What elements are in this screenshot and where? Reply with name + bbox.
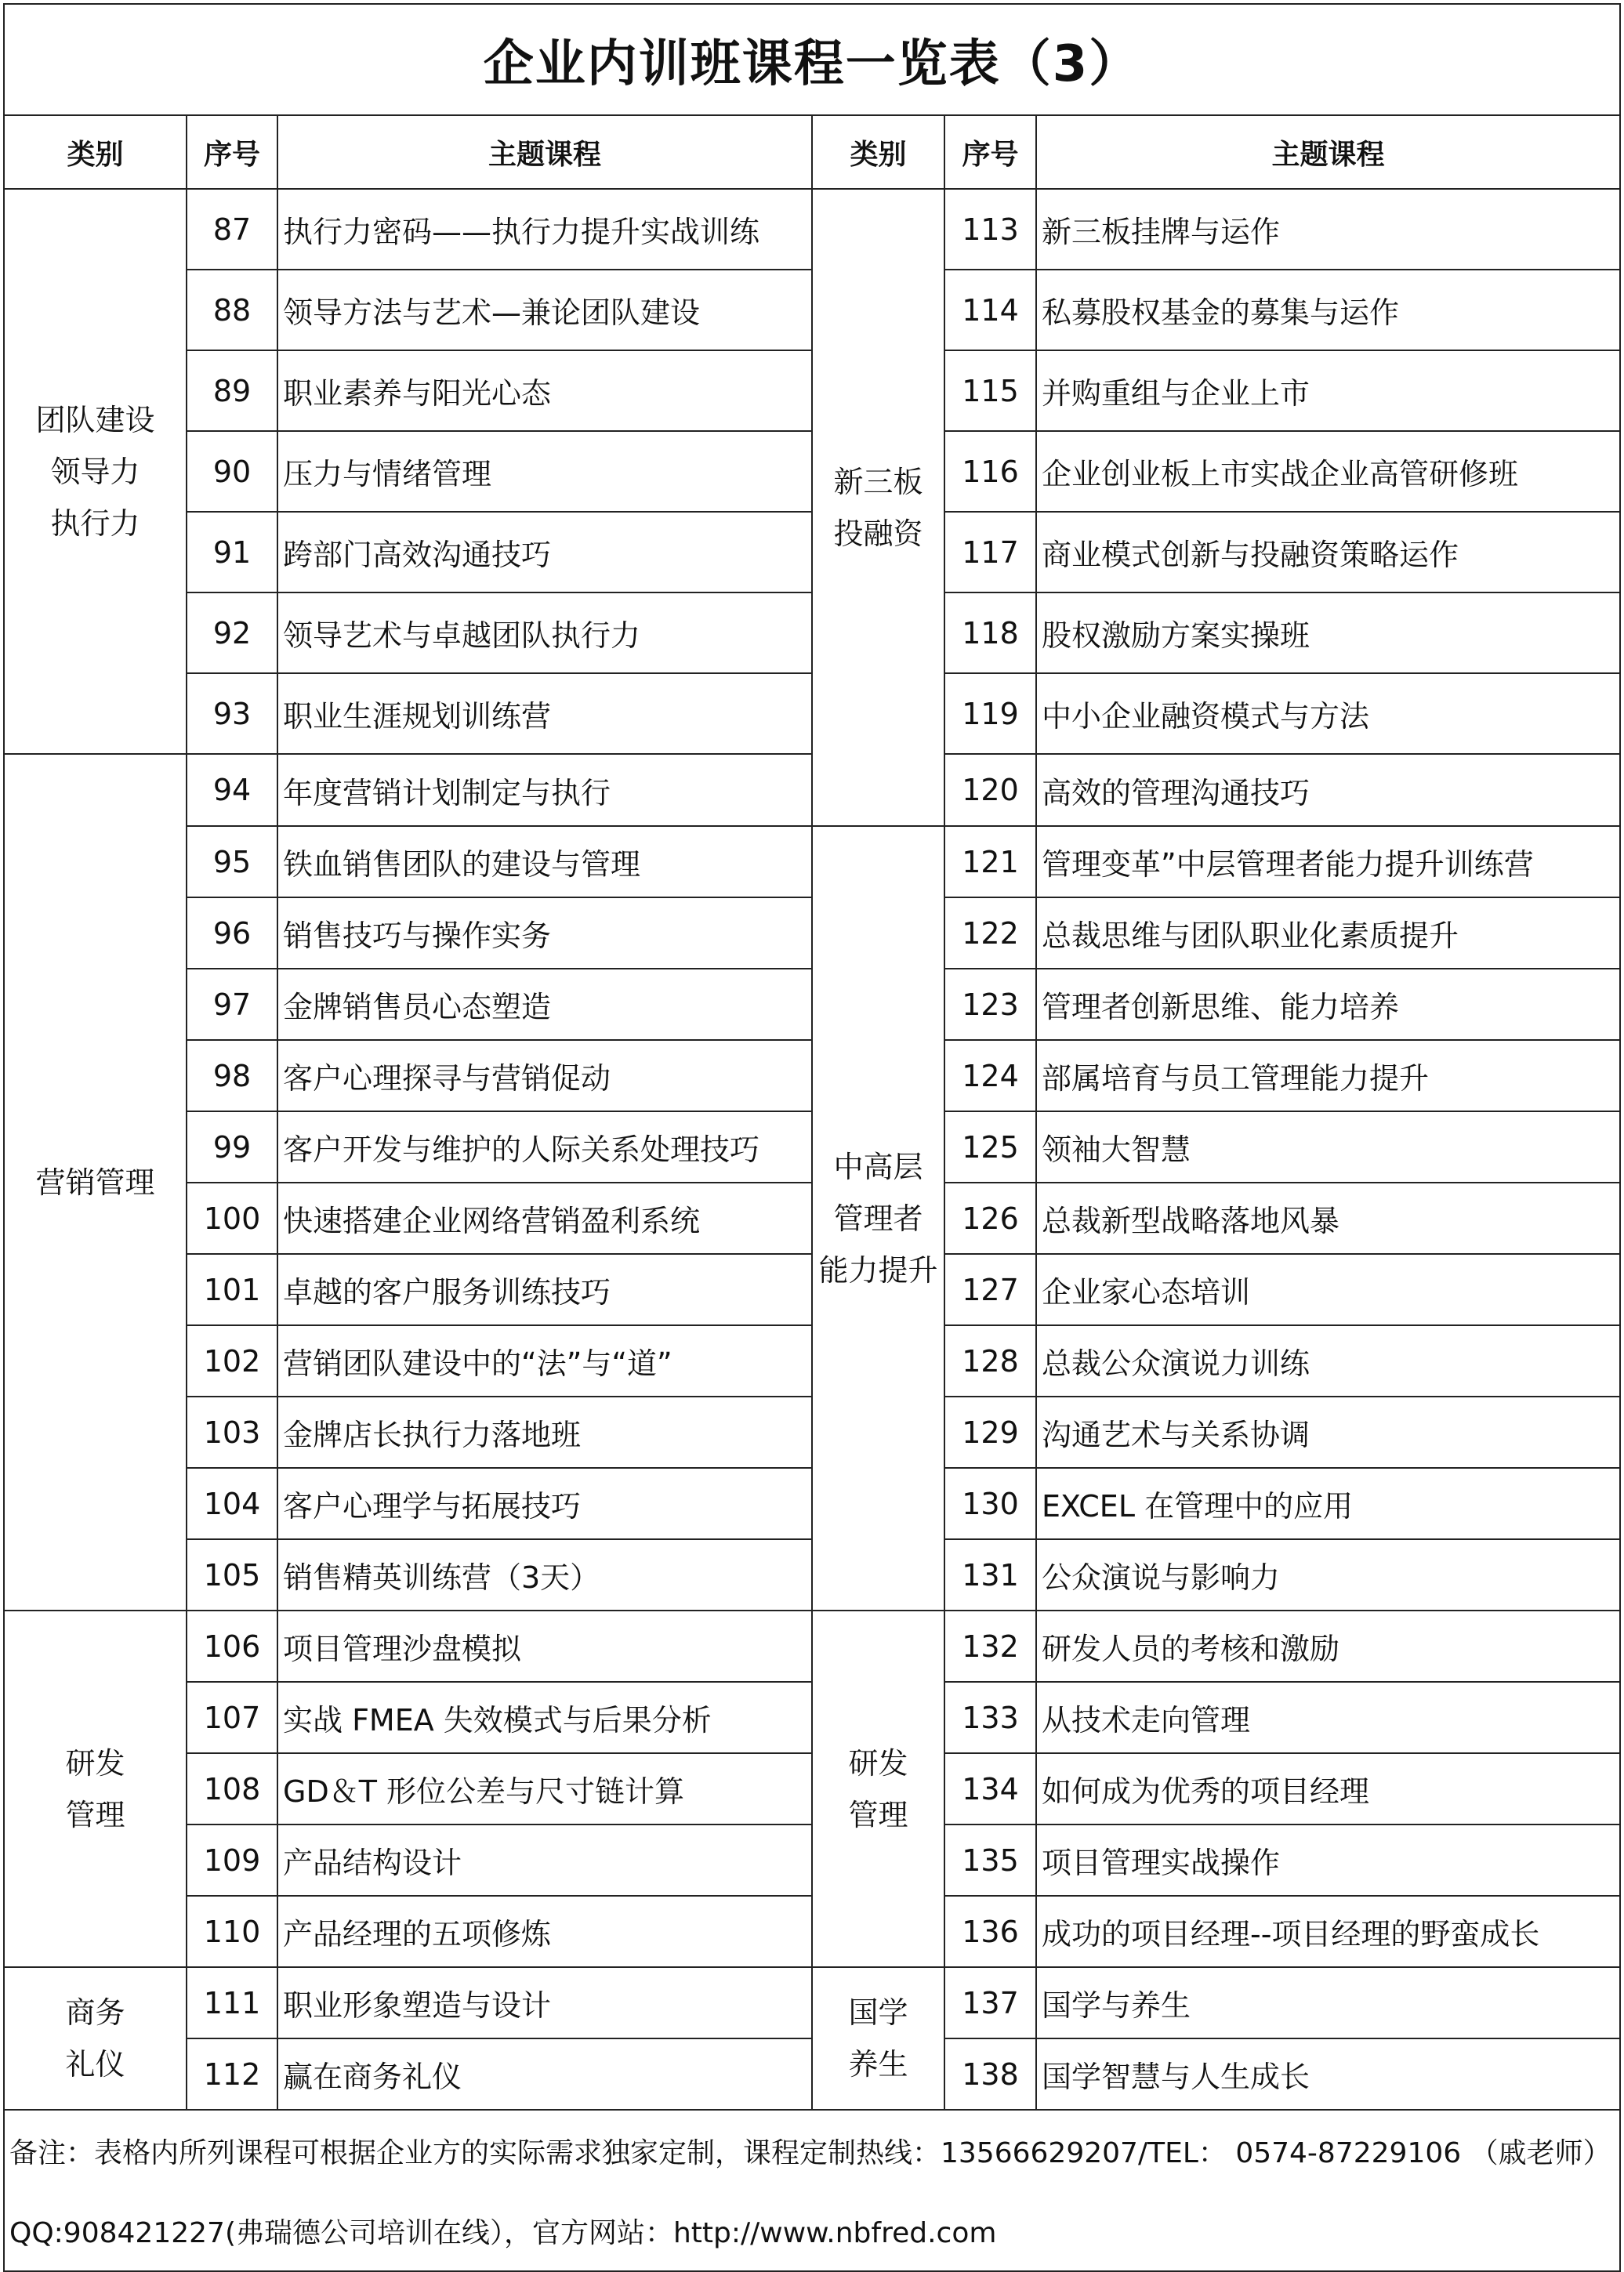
header-course-right: 主题课程	[1036, 115, 1620, 189]
left-course-number: 108	[187, 1753, 277, 1824]
right-course-number: 138	[944, 2038, 1036, 2110]
right-course-title: 新三板挂牌与运作	[1036, 189, 1620, 270]
right-course-title: 如何成为优秀的项目经理	[1036, 1753, 1620, 1824]
left-course-title: 客户心理学与拓展技巧	[277, 1468, 812, 1539]
right-course-number: 125	[944, 1111, 1036, 1183]
left-course-number: 90	[187, 431, 277, 512]
left-course-title: 执行力密码——执行力提升实战训练	[277, 189, 812, 270]
header-category-right: 类别	[812, 115, 944, 189]
left-course-number: 87	[187, 189, 277, 270]
left-course-title: 营销团队建设中的“法”与“道”	[277, 1325, 812, 1397]
right-course-number: 133	[944, 1682, 1036, 1753]
right-course-title: 中小企业融资模式与方法	[1036, 673, 1620, 754]
right-course-number: 130	[944, 1468, 1036, 1539]
right-course-number: 128	[944, 1325, 1036, 1397]
right-category-cell: 新三板 投融资	[812, 189, 944, 826]
right-category-cell: 中高层 管理者 能力提升	[812, 826, 944, 1611]
right-course-title: 国学与养生	[1036, 1967, 1620, 2038]
right-course-title: 并购重组与企业上市	[1036, 350, 1620, 431]
left-course-number: 89	[187, 350, 277, 431]
right-course-title: 总裁公众演说力训练	[1036, 1325, 1620, 1397]
right-course-title: 从技术走向管理	[1036, 1682, 1620, 1753]
header-number-left: 序号	[187, 115, 277, 189]
left-course-title: 卓越的客户服务训练技巧	[277, 1254, 812, 1325]
right-course-number: 120	[944, 754, 1036, 826]
left-course-number: 104	[187, 1468, 277, 1539]
left-course-title: 职业生涯规划训练营	[277, 673, 812, 754]
left-category-cell: 营销管理	[4, 754, 187, 1611]
left-course-title: 项目管理沙盘模拟	[277, 1611, 812, 1682]
right-course-title: 沟通艺术与关系协调	[1036, 1397, 1620, 1468]
right-course-number: 115	[944, 350, 1036, 431]
left-course-title: 快速搭建企业网络营销盈利系统	[277, 1183, 812, 1254]
left-course-number: 88	[187, 270, 277, 350]
right-course-number: 127	[944, 1254, 1036, 1325]
left-course-number: 92	[187, 592, 277, 673]
right-course-number: 132	[944, 1611, 1036, 1682]
left-course-title: 客户心理探寻与营销促动	[277, 1040, 812, 1111]
left-course-title: 铁血销售团队的建设与管理	[277, 826, 812, 897]
right-category-cell: 研发 管理	[812, 1611, 944, 1967]
left-course-number: 103	[187, 1397, 277, 1468]
right-course-number: 124	[944, 1040, 1036, 1111]
right-course-title: 领袖大智慧	[1036, 1111, 1620, 1183]
right-course-number: 119	[944, 673, 1036, 754]
left-course-title: 产品结构设计	[277, 1824, 812, 1896]
right-course-number: 118	[944, 592, 1036, 673]
left-course-title: 销售技巧与操作实务	[277, 897, 812, 969]
header-course-left: 主题课程	[277, 115, 812, 189]
right-course-number: 137	[944, 1967, 1036, 2038]
right-course-number: 117	[944, 512, 1036, 592]
left-category-cell: 研发 管理	[4, 1611, 187, 1967]
left-course-title: 产品经理的五项修炼	[277, 1896, 812, 1967]
note-line-2: QQ:908421227(弗瑞德公司培训在线），官方网站：http://www.nbfred.com	[4, 2190, 1620, 2271]
right-course-title: 国学智慧与人生成长	[1036, 2038, 1620, 2110]
header-category-left: 类别	[4, 115, 187, 189]
right-course-title: 企业创业板上市实战企业高管研修班	[1036, 431, 1620, 512]
right-course-title: 总裁思维与团队职业化素质提升	[1036, 897, 1620, 969]
right-course-title: 项目管理实战操作	[1036, 1824, 1620, 1896]
left-course-number: 94	[187, 754, 277, 826]
left-course-title: GD＆T 形位公差与尺寸链计算	[277, 1753, 812, 1824]
right-course-title: 股权激励方案实操班	[1036, 592, 1620, 673]
right-category-cell: 国学 养生	[812, 1967, 944, 2110]
left-course-title: 压力与情绪管理	[277, 431, 812, 512]
right-course-title: 私募股权基金的募集与运作	[1036, 270, 1620, 350]
page-title: 企业内训班课程一览表（3）	[4, 4, 1620, 115]
left-course-number: 96	[187, 897, 277, 969]
right-course-number: 131	[944, 1539, 1036, 1611]
right-course-title: 企业家心态培训	[1036, 1254, 1620, 1325]
left-course-title: 销售精英训练营（3天）	[277, 1539, 812, 1611]
left-course-title: 金牌销售员心态塑造	[277, 969, 812, 1040]
left-course-number: 109	[187, 1824, 277, 1896]
right-course-number: 136	[944, 1896, 1036, 1967]
left-course-number: 107	[187, 1682, 277, 1753]
left-course-title: 客户开发与维护的人际关系处理技巧	[277, 1111, 812, 1183]
left-category-cell: 团队建设 领导力 执行力	[4, 189, 187, 754]
left-course-number: 99	[187, 1111, 277, 1183]
left-course-title: 赢在商务礼仪	[277, 2038, 812, 2110]
table-row	[4, 1967, 1620, 2038]
left-course-title: 年度营销计划制定与执行	[277, 754, 812, 826]
left-course-number: 112	[187, 2038, 277, 2110]
right-course-title: 高效的管理沟通技巧	[1036, 754, 1620, 826]
right-course-number: 129	[944, 1397, 1036, 1468]
right-course-number: 114	[944, 270, 1036, 350]
header-number-right: 序号	[944, 115, 1036, 189]
right-course-number: 126	[944, 1183, 1036, 1254]
left-course-number: 106	[187, 1611, 277, 1682]
left-course-number: 100	[187, 1183, 277, 1254]
left-course-number: 93	[187, 673, 277, 754]
left-course-title: 金牌店长执行力落地班	[277, 1397, 812, 1468]
right-course-title: 管理变革”中层管理者能力提升训练营	[1036, 826, 1620, 897]
right-course-title: 成功的项目经理--项目经理的野蛮成长	[1036, 1896, 1620, 1967]
left-course-title: 领导艺术与卓越团队执行力	[277, 592, 812, 673]
right-course-title: 公众演说与影响力	[1036, 1539, 1620, 1611]
left-course-title: 领导方法与艺术—兼论团队建设	[277, 270, 812, 350]
table-row	[4, 189, 1620, 270]
right-course-title: 部属培育与员工管理能力提升	[1036, 1040, 1620, 1111]
right-course-number: 121	[944, 826, 1036, 897]
left-course-title: 职业素养与阳光心态	[277, 350, 812, 431]
left-category-cell: 商务 礼仪	[4, 1967, 187, 2110]
course-table	[3, 3, 1621, 2272]
left-course-number: 105	[187, 1539, 277, 1611]
left-course-number: 95	[187, 826, 277, 897]
note-line-1: 备注：表格内所列课程可根据企业方的实际需求独家定制，课程定制热线：13566629207/TEL： 0574-87229106 （戚老师）	[4, 2110, 1620, 2190]
right-course-number: 135	[944, 1824, 1036, 1896]
left-course-number: 101	[187, 1254, 277, 1325]
table-row	[4, 826, 1620, 897]
right-course-number: 122	[944, 897, 1036, 969]
left-course-number: 97	[187, 969, 277, 1040]
right-course-number: 113	[944, 189, 1036, 270]
right-course-title: 研发人员的考核和激励	[1036, 1611, 1620, 1682]
right-course-title: EXCEL 在管理中的应用	[1036, 1468, 1620, 1539]
left-course-title: 跨部门高效沟通技巧	[277, 512, 812, 592]
table-row	[4, 1611, 1620, 1682]
right-course-title: 管理者创新思维、能力培养	[1036, 969, 1620, 1040]
right-course-number: 123	[944, 969, 1036, 1040]
course-sheet	[3, 3, 1619, 2263]
left-course-number: 111	[187, 1967, 277, 2038]
left-course-number: 110	[187, 1896, 277, 1967]
right-course-title: 总裁新型战略落地风暴	[1036, 1183, 1620, 1254]
right-course-number: 116	[944, 431, 1036, 512]
left-course-number: 91	[187, 512, 277, 592]
left-course-title: 职业形象塑造与设计	[277, 1967, 812, 2038]
right-course-title: 商业模式创新与投融资策略运作	[1036, 512, 1620, 592]
right-course-number: 134	[944, 1753, 1036, 1824]
left-course-number: 102	[187, 1325, 277, 1397]
left-course-title: 实战 FMEA 失效模式与后果分析	[277, 1682, 812, 1753]
left-course-number: 98	[187, 1040, 277, 1111]
